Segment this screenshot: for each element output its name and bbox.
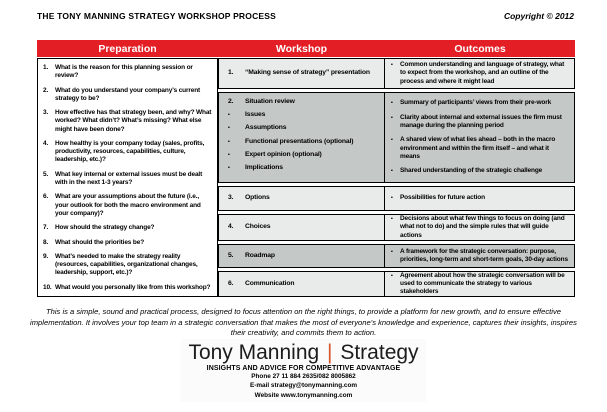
brand-logo [181, 341, 426, 364]
workshop-subitem [228, 151, 380, 159]
brand-suffix: Strategy [340, 341, 419, 364]
item-number: 10. [43, 283, 52, 291]
step-number: 1. [228, 69, 234, 77]
item-number: 6. [43, 193, 49, 201]
brand-divider: | [327, 341, 333, 364]
outcome-text: Decisions about what few things to focus on doing (and what not to do) and the simple rules that will guide actions [400, 215, 565, 239]
bullet-icon: ▪ [391, 195, 393, 202]
table-row-choices [218, 214, 575, 241]
outcomes-cell [385, 59, 574, 88]
bullet-icon: ▪ [228, 151, 230, 158]
bullet-icon: ▪ [391, 248, 393, 255]
step-number: 4. [228, 223, 234, 231]
preparation-item [43, 140, 214, 164]
item-number: 5. [43, 170, 49, 178]
brand-tagline: INSIGHTS AND ADVICE FOR COMPETITIVE ADVANTAGE [206, 365, 401, 373]
preparation-item [43, 171, 214, 187]
outcomes-cell [385, 215, 574, 240]
outcome-text: Summary of participants’ views from their pre-work [400, 99, 552, 107]
workshop-step [228, 252, 380, 260]
column-header-bar [37, 40, 575, 57]
outcome-text: Agreement about how the strategic conversation will be used to communicate the strategy to various stakeholders [400, 271, 565, 296]
outcome-item [391, 99, 570, 108]
document-title: THE TONY MANNING STRATEGY WORKSHOP PROCESS [37, 11, 277, 21]
preparation-item [43, 224, 214, 232]
step-title: Options [245, 194, 270, 202]
item-number: 3. [43, 109, 49, 117]
outcome-text: Clarity about internal and external issues the firm must manage during the planning period [400, 114, 562, 130]
preparation-item [43, 253, 214, 277]
outcome-item [391, 215, 570, 239]
outcome-item [391, 272, 570, 296]
outcome-text: Common understanding and language of strategy, what to expect from the workshop, and an outline of the process and where it might lead [400, 61, 565, 85]
preparation-item [43, 284, 214, 292]
contact-phone: Phone 27 11 884 2635/082 8005862 [251, 373, 356, 381]
item-text: How healthy is your company today (sales, profits, productivity, resources, capabilities, culture, leadership, etc.)? [55, 140, 205, 164]
summary-note: This is a simple, sound and practical process, designed to focus attention on the right things, to provide a platform for new growth, and to ensure effective implementation. It involves your top team in a strategic conversation that makes the most of everyone’s knowledge and experience, captures their insights, inspires their creativity, and commits them to action. [30, 307, 577, 338]
step-number: 3. [228, 194, 234, 202]
step-title: Choices [245, 223, 271, 231]
workshop-cell [219, 272, 385, 296]
subitem-text: Assumptions [245, 124, 287, 132]
table-row-roadmap [218, 244, 575, 268]
bullet-icon: ▪ [391, 167, 393, 174]
workshop-cell [219, 215, 385, 240]
table-row-communication [218, 271, 575, 297]
bullet-icon: ▪ [391, 115, 393, 122]
table-row-situation-review [218, 92, 575, 183]
workshop-cell [219, 59, 385, 88]
workshop-subitem [228, 164, 380, 172]
contact-website: Website www.tonymanning.com [254, 391, 353, 399]
outcome-text: A framework for the strategic conversation: purpose, priorities, long-term and short-term goals, 30-day actions [400, 247, 568, 263]
preparation-item [43, 64, 214, 80]
bullet-icon: ▪ [391, 100, 393, 107]
workshop-step [228, 223, 380, 231]
outcomes-cell [385, 245, 574, 267]
item-text: What would you personally like from this workshop? [55, 283, 211, 291]
step-title: “Making sense of strategy” presentation [245, 69, 370, 77]
workshop-step [228, 194, 380, 202]
outcome-item [391, 114, 570, 130]
workshop-cell [219, 93, 385, 182]
item-number: 2. [43, 86, 49, 94]
column-header-workshop: Workshop [275, 42, 328, 55]
item-number: 1. [43, 64, 49, 71]
workshop-step [228, 280, 380, 288]
brand-footer [181, 339, 426, 402]
item-number: 9. [43, 253, 49, 261]
workshop-subitem [228, 138, 380, 146]
brand-name: Tony Manning [188, 341, 320, 364]
column-header-preparation: Preparation [98, 42, 157, 55]
workshop-cell [219, 187, 385, 210]
preparation-item [43, 193, 214, 217]
item-text: How effective has that strategy been, and why? What worked? What didn’t? What’s missing? What else might have been done? [55, 109, 212, 133]
table-row-options [218, 186, 575, 211]
bullet-icon: ▪ [391, 272, 393, 279]
workshop-cell [219, 245, 385, 267]
workshop-subitem [228, 111, 380, 119]
item-number: 4. [43, 140, 49, 147]
item-text: What is the reason for this planning session or review? [55, 64, 193, 80]
column-header-outcomes: Outcomes [454, 42, 506, 55]
item-text: What should the priorities be? [55, 238, 145, 246]
outcome-item [391, 248, 570, 264]
subitem-text: Functional presentations (optional) [245, 137, 354, 145]
step-number: 5. [228, 251, 234, 259]
subitem-text: Implications [245, 164, 283, 172]
outcome-text: Possibilities for future action [400, 194, 485, 202]
bullet-icon: ▪ [228, 112, 230, 119]
item-text: What do you understand your company’s current strategy to be? [55, 86, 201, 102]
preparation-item [43, 109, 214, 133]
item-text: What’s needed to make the strategy reality (resources, capabilities, organizational changes, leadership, support, etc.)? [55, 253, 198, 277]
step-number: 6. [228, 279, 234, 287]
bullet-icon: ▪ [391, 216, 393, 223]
workshop-outcomes-table [218, 58, 575, 300]
bullet-icon: ▪ [391, 137, 393, 144]
step-title: Communication [245, 279, 295, 287]
item-number: 7. [43, 224, 49, 232]
outcome-item [391, 61, 570, 85]
bullet-icon: ▪ [391, 62, 393, 69]
table-row-making-sense [218, 58, 575, 89]
item-text: What are your assumptions about the future (i.e., your outlook for both the macro environment and your company)? [55, 193, 201, 217]
subitem-text: Issues [245, 111, 266, 119]
step-title: Situation review [245, 98, 295, 105]
bullet-icon: ▪ [228, 125, 230, 132]
preparation-item [43, 87, 214, 103]
workshop-step [228, 98, 380, 106]
step-number: 2. [228, 98, 234, 105]
outcome-text: A shared view of what lies ahead – both in the macro environment and within the firm itself – and what it means [400, 136, 556, 160]
copyright-notice: Copyright © 2012 [503, 11, 574, 21]
outcome-item [391, 194, 570, 203]
contact-email: E-mail strategy@tonymanning.com [249, 382, 358, 390]
item-text: How should the strategy change? [55, 224, 155, 232]
subitem-text: Expert opinion (optional) [245, 150, 322, 158]
outcome-item [391, 167, 570, 176]
bullet-icon: ▪ [228, 138, 230, 145]
outcome-item [391, 136, 570, 160]
outcomes-cell [385, 93, 574, 182]
outcome-text: Shared understanding of the strategic challenge [400, 166, 543, 174]
step-title: Roadmap [245, 251, 275, 259]
item-number: 8. [43, 238, 49, 246]
item-text: What key internal or external issues must be dealt with in the next 1-3 years? [55, 170, 203, 186]
bullet-icon: ▪ [228, 165, 230, 172]
outcomes-cell [385, 272, 574, 296]
outcomes-cell [385, 187, 574, 210]
workshop-step [228, 69, 380, 77]
workshop-subitem [228, 124, 380, 132]
preparation-item [43, 239, 214, 247]
preparation-questions-panel [37, 58, 218, 297]
